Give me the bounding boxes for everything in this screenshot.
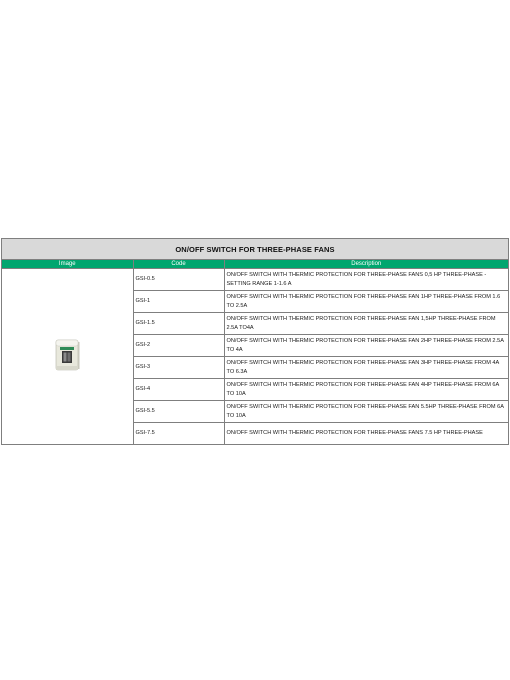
header-code: Code <box>133 260 224 269</box>
product-description: ON/OFF SWITCH WITH THERMIC PROTECTION FOR THREE-PHASE FAN 1,5HP THREE-PHASE FROM 2.5A TO4A <box>224 313 508 335</box>
table-row <box>2 269 508 291</box>
product-code: GSI-1.5 <box>133 313 224 335</box>
product-description: ON/OFF SWITCH WITH THERMIC PROTECTION FOR THREE-PHASE FANS 0,5 HP THREE-PHASE - SETTING RANGE 1-1.6 A <box>224 269 508 291</box>
product-description: ON/OFF SWITCH WITH THERMIC PROTECTION FOR THREE-PHASE FAN 2HP THREE-PHASE FROM 2.5A TO 4A <box>224 335 508 357</box>
product-description: ON/OFF SWITCH WITH THERMIC PROTECTION FOR THREE-PHASE FAN 3HP THREE-PHASE FROM 4A TO 6.3A <box>224 357 508 379</box>
product-table <box>2 260 508 444</box>
product-description: ON/OFF SWITCH WITH THERMIC PROTECTION FOR THREE-PHASE FAN 5.5HP THREE-PHASE FROM 6A TO 10A <box>224 401 508 423</box>
table-body <box>2 269 508 445</box>
product-code: GSI-3 <box>133 357 224 379</box>
header-description: Description <box>224 260 508 269</box>
enclosed-switch-icon <box>54 338 80 372</box>
table-title: ON/OFF SWITCH FOR THREE-PHASE FANS <box>2 239 508 260</box>
header-image: Image <box>2 260 133 269</box>
product-sheet <box>1 238 509 445</box>
product-code: GSI-2 <box>133 335 224 357</box>
product-image-cell <box>2 269 133 445</box>
product-description: ON/OFF SWITCH WITH THERMIC PROTECTION FOR THREE-PHASE FANS 7.5 HP THREE-PHASE <box>224 423 508 445</box>
product-code: GSI-1 <box>133 291 224 313</box>
product-code: GSI-0.5 <box>133 269 224 291</box>
product-code: GSI-5.5 <box>133 401 224 423</box>
product-code: GSI-4 <box>133 379 224 401</box>
product-code: GSI-7.5 <box>133 423 224 445</box>
product-description: ON/OFF SWITCH WITH THERMIC PROTECTION FOR THREE-PHASE FAN 4HP THREE-PHASE FROM 6A TO 10A <box>224 379 508 401</box>
product-description: ON/OFF SWITCH WITH THERMIC PROTECTION FOR THREE-PHASE FAN 1HP THREE-PHASE FROM 1.6 TO 2.5A <box>224 291 508 313</box>
header-row <box>2 260 508 269</box>
